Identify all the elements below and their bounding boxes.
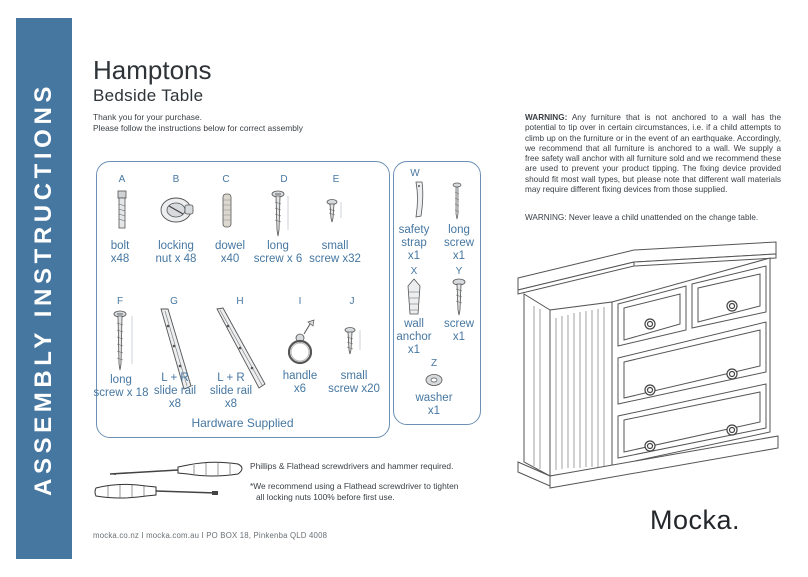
part-f-label: long screw x 18 <box>93 374 149 399</box>
part-w-label: safety strap x1 <box>398 224 430 262</box>
sidebar-label: ASSEMBLY INSTRUCTIONS <box>30 82 57 496</box>
part-long-screw-kit-label: long screw x1 <box>443 224 475 262</box>
part-g-letter: G <box>170 296 178 307</box>
flathead-note-line1: *We recommend using a Flathead screwdriver to tighten <box>250 481 459 491</box>
part-j-letter: J <box>349 296 355 307</box>
long-screw-f-icon <box>110 310 140 372</box>
part-a-letter: A <box>118 174 126 185</box>
screwdriver-flathead-icon <box>92 478 222 504</box>
safety-strap-icon <box>408 180 430 220</box>
tools-required-note: Phillips & Flathead screwdrivers and hammer required. <box>250 461 454 471</box>
part-y-letter: Y <box>455 266 463 277</box>
screw-y-icon <box>450 278 468 316</box>
part-i-letter: I <box>298 296 302 307</box>
bedside-table-illustration <box>514 236 784 500</box>
handle-icon <box>286 318 318 368</box>
part-a-label: bolt x48 <box>110 240 130 265</box>
part-z-letter: Z <box>430 358 438 369</box>
part-b-label: locking nut x 48 <box>155 240 197 265</box>
dowel-icon <box>220 193 234 229</box>
locking-nut-icon <box>157 194 195 226</box>
part-d-letter: D <box>280 174 288 185</box>
bolt-icon <box>112 190 132 232</box>
part-h-letter: H <box>236 296 244 307</box>
flathead-note-line2: all locking nuts 100% before first use. <box>256 492 395 502</box>
product-title: Hamptons <box>93 55 212 85</box>
washer-icon <box>424 372 444 388</box>
wall-anchor-icon <box>405 278 423 316</box>
small-screw-j-icon <box>340 326 366 356</box>
warning-paragraph: WARNING: Any furniture that is not anchored to a wall has the potential to tip over in certain circumstances, i.e. if a child attempts to climb up on the furniture or in the event of an earthquake. Accordingly, we recommend that all furniture is anchored to a wall. We supply a free safety wall anchor with all furniture sold and we recommend these are used to prevent your product tipping. The fixing device provided should fit most wall types, but please note that different wall materials may require different fixing devices from those supplied. <box>525 113 781 195</box>
part-w-letter: W <box>410 168 420 179</box>
part-x-letter: X <box>410 266 418 277</box>
part-e-label: small screw x32 <box>309 240 361 265</box>
hardware-caption: Hardware Supplied <box>191 416 294 430</box>
long-screw-icon <box>268 190 296 238</box>
product-subtitle: Bedside Table <box>93 86 204 105</box>
footer-contact: mocka.co.nz I mocka.com.au I PO BOX 18, Pinkenba QLD 4008 <box>93 531 328 540</box>
brand-logo: Mocka. <box>650 505 741 535</box>
part-c-letter: C <box>222 174 230 185</box>
part-h-label: L + R slide rail x8 <box>209 372 253 410</box>
part-f-letter: F <box>116 296 124 307</box>
part-j-label: small screw x20 <box>328 370 380 395</box>
long-screw-kit-icon <box>450 182 464 222</box>
part-y-label: screw x1 <box>443 318 475 343</box>
part-z-label: washer x1 <box>415 392 453 417</box>
part-d-label: long screw x 6 <box>253 240 303 265</box>
part-c-label: dowel x40 <box>214 240 246 265</box>
part-g-label: L + R slide rail x8 <box>153 372 197 410</box>
part-i-label: handle x6 <box>282 370 318 395</box>
intro-instructions: Please follow the instructions below for correct assembly <box>93 123 303 133</box>
part-x-label: wall anchor x1 <box>396 318 432 356</box>
thanks-text: Thank you for your purchase. <box>93 112 202 122</box>
small-screw-icon <box>324 198 348 224</box>
part-b-letter: B <box>172 174 180 185</box>
child-warning: WARNING: Never leave a child unattended on the change table. <box>525 213 759 222</box>
part-e-letter: E <box>332 174 340 185</box>
